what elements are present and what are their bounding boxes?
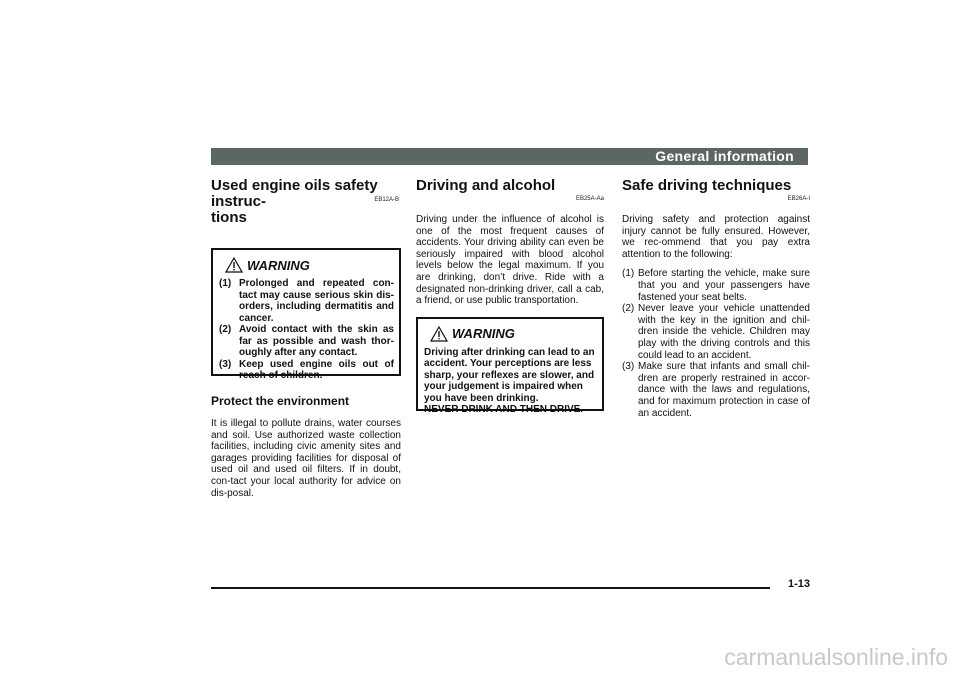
warning-header [225,256,394,274]
watermark: carmanualsonline.info [724,644,948,670]
list-item: (2) Never leave your vehicle unattended with the key in the ignition and chil-dren inside the vehicle. Children may play with the driving controls and this could lead to an accident. [622,303,810,361]
safe-driving-list [622,268,810,419]
section-code: EB25A-Aa [575,196,604,202]
section-code: EB12A-B [374,197,399,203]
warning-item: (2) Avoid contact with the skin as far as possible and wash thor-oughly after any contact. [219,324,394,358]
warning-list [219,278,394,382]
warning-label: WARNING [452,326,515,342]
warning-emphasis: NEVER DRINK AND THEN DRIVE. [424,404,584,416]
section-code: EB26A-I [787,196,810,202]
page-number: 1-13 [787,578,810,590]
warning-box [211,248,401,381]
section-title: Safe driving techniques [622,177,792,194]
warning-item: (1) Prolonged and repeated con-tact may cause serious skin dis-orders, including dermatitis and cancer. [219,278,394,324]
safe-driving-intro: Driving safety and protection against injury cannot be fully ensured. However, we rec-ommend that you pay extra attention to the following: [622,214,810,260]
column-engine-oils [211,178,401,499]
header-bar [211,148,808,165]
section-title: Driving and alcohol [416,177,556,194]
section-title: Used engine oils safety instruc- tions [211,177,378,226]
warning-label: WARNING [247,257,310,273]
warning-item: (3) Keep used engine oils out of reach of children. [219,358,394,381]
warning-triangle-icon [225,257,243,273]
warning-triangle-icon [430,326,448,342]
list-item: (3) Make sure that infants and small chil-dren are properly restrained in accor-dance with the laws and regulations, and for maximum protection in case of an accident. [622,361,810,419]
section-header [211,178,401,226]
warning-header [430,325,597,343]
environment-title: Protect the environment [211,394,350,408]
header-title: General information [655,148,794,164]
list-item: (1) Before starting the vehicle, make sure that you and your passengers have fastened your seat belts. [622,268,810,303]
alcohol-text: Driving under the influence of alcohol is one of the most frequent causes of accidents. Your driving ability can even be seriously impaired with blood alcohol levels below the legal maximum. If you are drinking, don’t drive. Ride with a designated non-drinking driver, call a cab, a friend, or use public transportation. [416,214,604,307]
footer-rule [211,587,770,589]
column-safe-driving [622,178,810,419]
environment-text: It is illegal to pollute drains, water courses and soil. Use authorized waste collection facilities, including civic amenity sites and garages providing facilities for disposal of used oil and used oil filters. If in doubt, con-tact your local authority for advice on dis-posal. [211,418,401,499]
warning-box [416,317,604,416]
column-driving-alcohol [416,177,604,416]
warning-text: Driving after drinking can lead to an accident. Your perceptions are less sharp, your reflexes are slower, and your judgement is impaired when you have been drinking. NEVER DRINK AND THEN DRIVE. [424,346,595,416]
